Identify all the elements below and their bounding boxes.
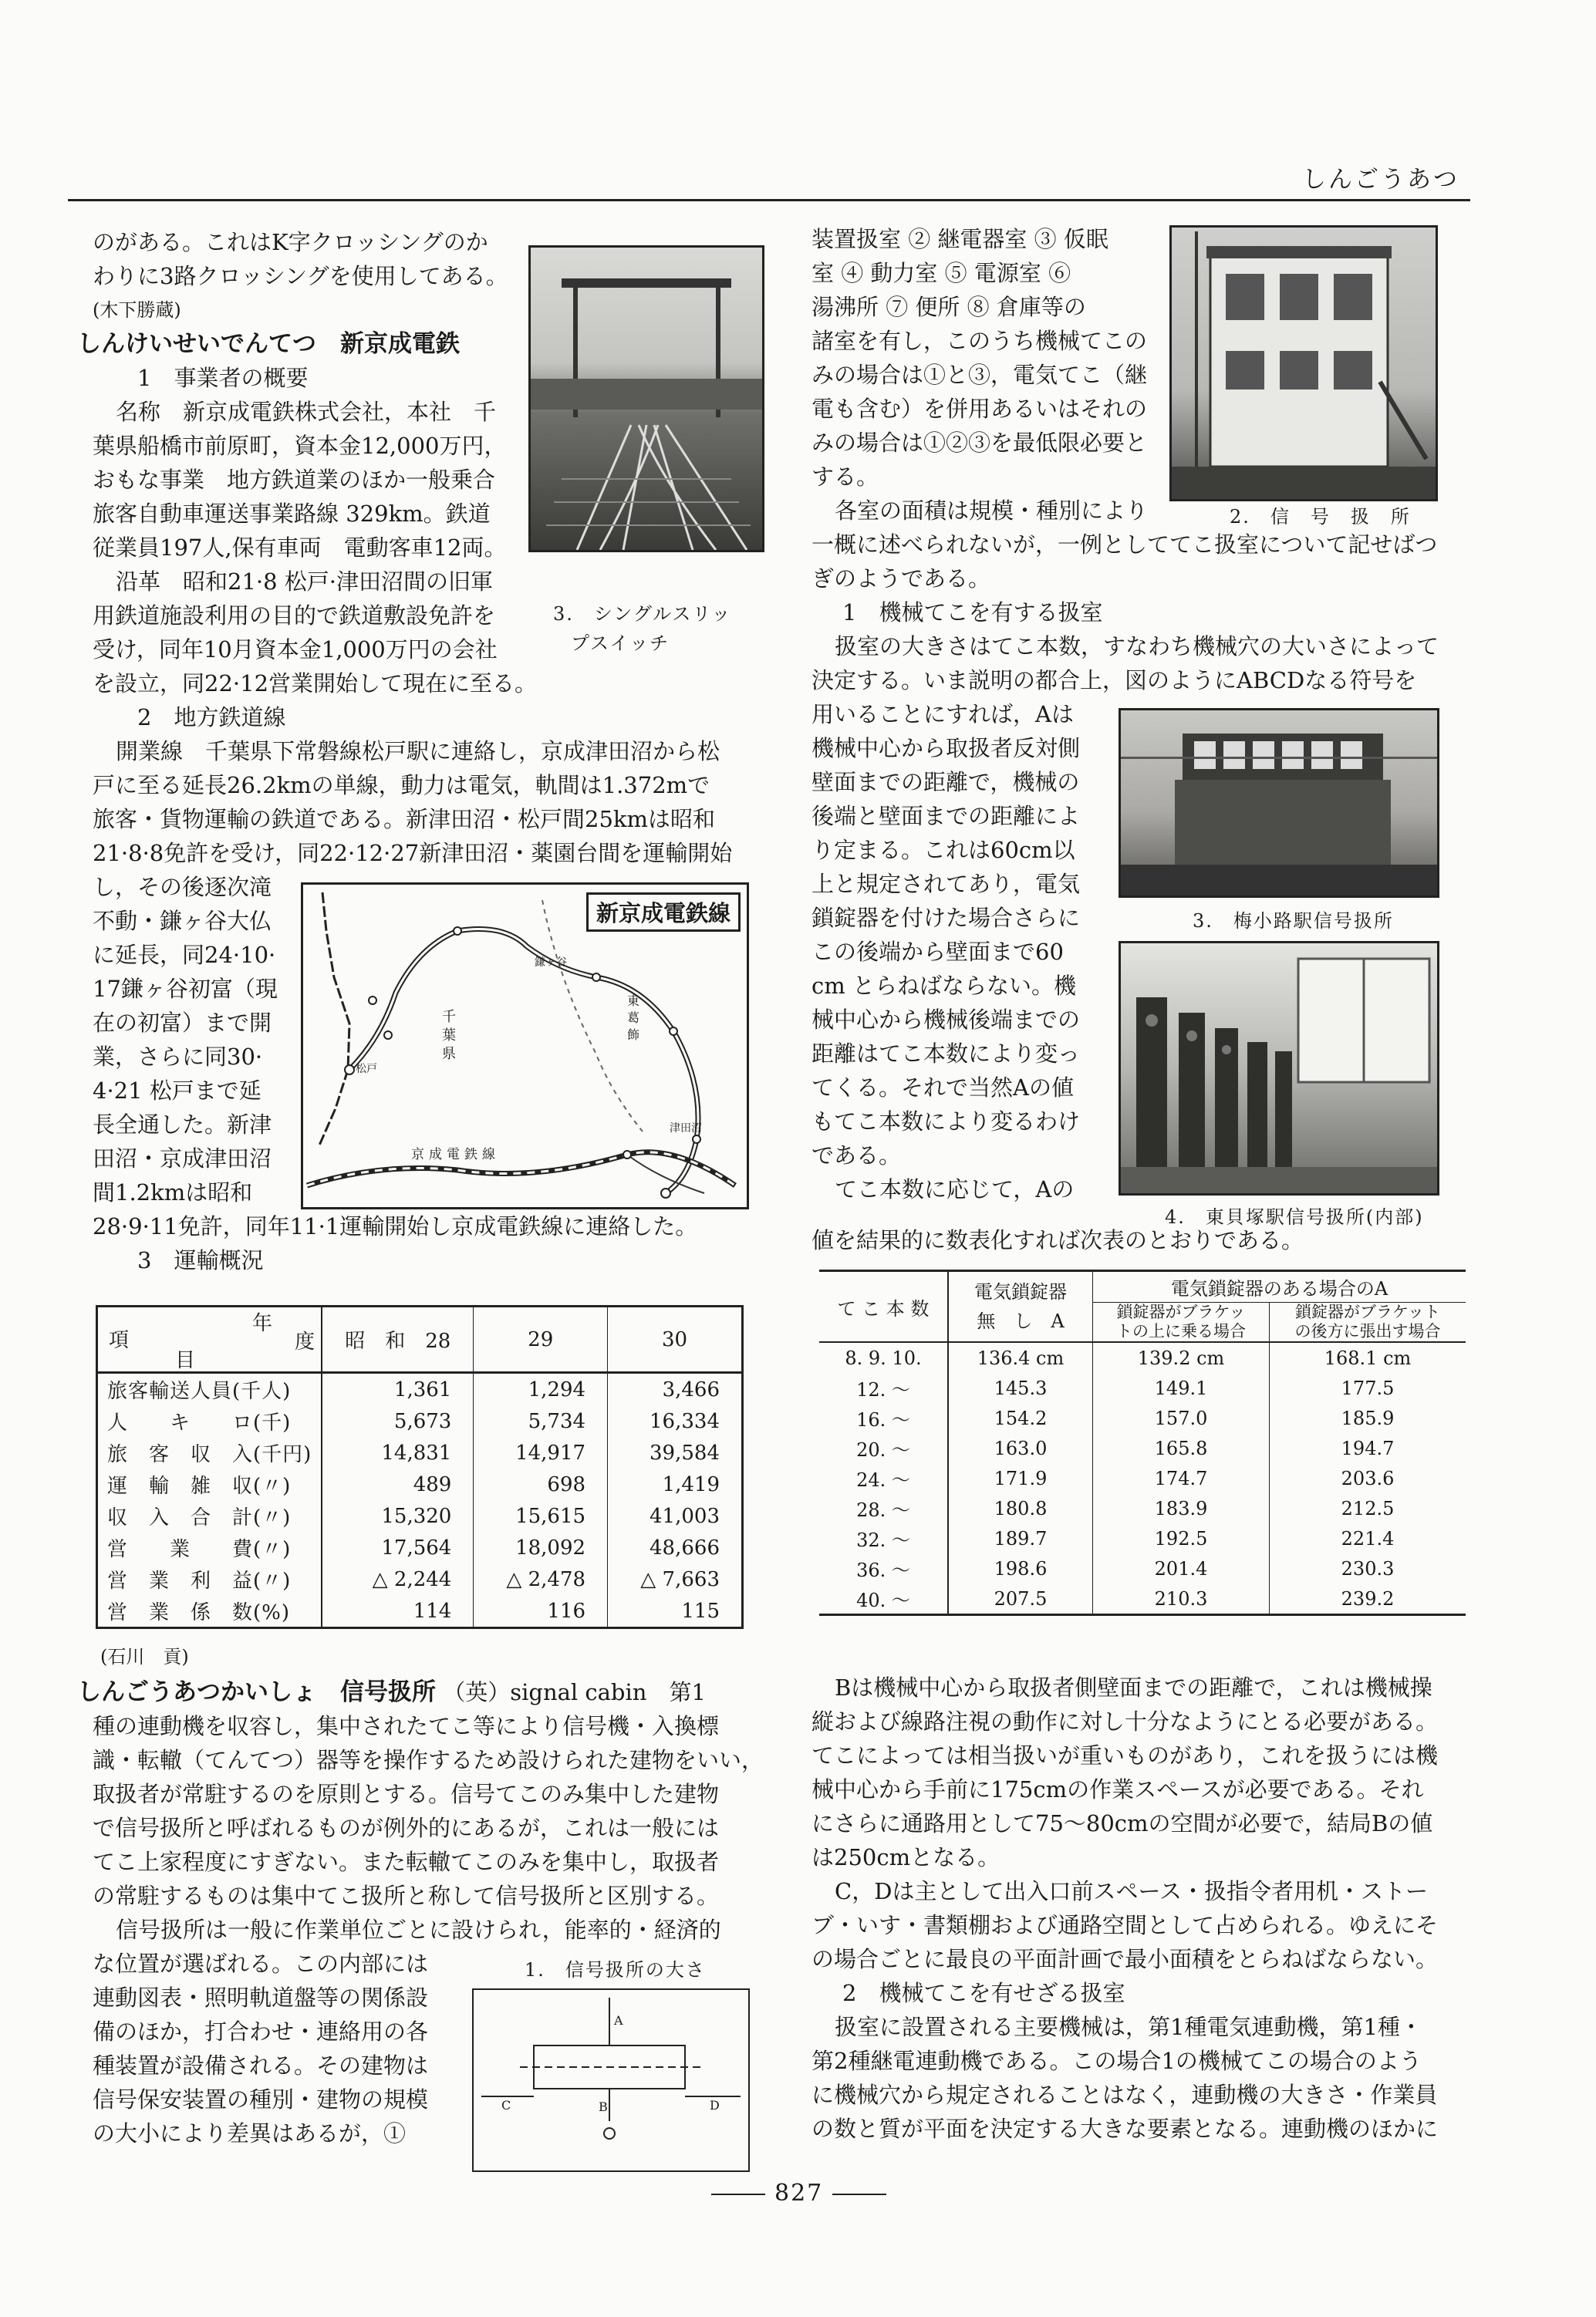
right-bottom-block bbox=[811, 1671, 1471, 2146]
table-cell: 16. ～ bbox=[819, 1403, 948, 1433]
year-header: 昭 和 28 bbox=[322, 1307, 474, 1373]
text-line: 取扱者が常駐するのを原則とする。信号てこのみ集中した建物 bbox=[93, 1781, 720, 1807]
table-corner-cell: 年 度 項 目 bbox=[97, 1307, 322, 1373]
text-line: みの場合は①と③，電気てこ（継 bbox=[811, 362, 1148, 388]
table-cell: 18,092 bbox=[474, 1532, 608, 1563]
table-cell: 239.2 bbox=[1341, 1587, 1395, 1610]
table-cell: 698 bbox=[474, 1469, 608, 1500]
map-label: 東葛飾 bbox=[627, 993, 640, 1042]
text-line: 4·21 松戸まで延 bbox=[93, 1078, 262, 1104]
running-header: しんごうあつ bbox=[1302, 166, 1459, 194]
table-cell: 185.9 bbox=[1341, 1407, 1395, 1429]
table-row bbox=[819, 1433, 1466, 1463]
table-cell: 8. 9. 10. bbox=[819, 1342, 948, 1373]
table-row bbox=[819, 1342, 1466, 1373]
table-cell: △ 7,663 bbox=[640, 1567, 720, 1591]
header-with-lock: 電気鎖錠器のある場合のA bbox=[1093, 1271, 1466, 1303]
table-cell: 180.8 bbox=[948, 1493, 1093, 1523]
header-levers: て こ 本 数 bbox=[819, 1271, 948, 1343]
text-line: 28·9·11免許，同年11·1運輸開始し京成電鉄線に連絡した。 bbox=[93, 1213, 698, 1239]
table-cell: 1,419 bbox=[662, 1472, 720, 1496]
section-title: 1 事業者の概要 bbox=[137, 365, 309, 391]
table-cell: 489 bbox=[322, 1469, 474, 1500]
text-line: 備のほか，打合わせ・連絡用の各 bbox=[93, 2019, 429, 2045]
table-cell: 32. ～ bbox=[819, 1523, 948, 1553]
text-line: の数と質が平面を決定する大きな要素となる。連動機のほかに bbox=[811, 2116, 1439, 2142]
table-cell: 194.7 bbox=[1341, 1437, 1395, 1459]
text-line: てこによっては相当扱いが重いものがあり，これを扱うには機 bbox=[811, 1742, 1439, 1769]
text-line: 信号保安装置の種別・建物の規模 bbox=[93, 2086, 429, 2113]
entry2-block bbox=[77, 1675, 771, 1709]
text-line: 械中心から機械後端までの bbox=[811, 1007, 1081, 1033]
text-line: 識・転轍（てんてつ）器等を操作するため設けられた建物をいい， bbox=[93, 1747, 764, 1773]
section-title: 2 地方鉄道線 bbox=[137, 704, 286, 730]
text-line: この後端から壁面まで60 bbox=[811, 939, 1064, 965]
figure-caption: 4. 東貝塚駅信号扱所(内部) bbox=[1165, 1206, 1424, 1228]
table-cell: 14,831 bbox=[322, 1437, 474, 1469]
dim-label-b: B bbox=[599, 2099, 608, 2114]
row-label: 営 業 利 益(〃) bbox=[97, 1563, 322, 1595]
text-line: である。 bbox=[811, 1142, 902, 1169]
transport-summary-table-wrap bbox=[96, 1305, 744, 1629]
figure-caption: プスイッチ bbox=[571, 632, 670, 654]
higashikaizuka-cabin-interior-photo bbox=[1119, 941, 1439, 1196]
text-line: の常駐するものは集中てこ扱所と称して信号扱所と区別する。 bbox=[93, 1883, 720, 1909]
text-line: 扱室に設置される主要機械は，第1種電気連動機，第1種・ bbox=[835, 2014, 1422, 2040]
section-title: 3 運輸概況 bbox=[137, 1247, 264, 1273]
table-row bbox=[819, 1373, 1466, 1403]
table-cell: 154.2 bbox=[948, 1403, 1093, 1433]
table-row bbox=[819, 1403, 1466, 1433]
table-cell: 221.4 bbox=[1341, 1527, 1395, 1550]
text-line: 距離はてこ本数により変っ bbox=[811, 1040, 1081, 1067]
transport-summary-table bbox=[96, 1305, 744, 1629]
left-block-s3 bbox=[93, 1209, 771, 1277]
entry-heading-rest: （英）signal cabin 第1 bbox=[443, 1679, 706, 1705]
text-line: ブ・いす・書類棚および通路空間として占められる。ゆえにそ bbox=[811, 1912, 1439, 1938]
table-cell: 17,564 bbox=[322, 1532, 474, 1563]
text-line: 戸に至る延長26.2kmの単線，動力は電気，軌間は1.372mで bbox=[93, 772, 710, 798]
left-block-s1-end bbox=[93, 666, 756, 870]
table-cell: 230.3 bbox=[1341, 1557, 1395, 1580]
year-header: 29 bbox=[474, 1307, 608, 1373]
text-line: 湯沸所 ⑦ 便所 ⑧ 倉庫等の bbox=[811, 294, 1086, 320]
left-top-block bbox=[77, 225, 525, 666]
table-row bbox=[819, 1493, 1466, 1523]
table-cell: 1,294 bbox=[474, 1373, 608, 1406]
header-rule bbox=[68, 199, 1470, 201]
table-cell: 12. ～ bbox=[819, 1373, 948, 1403]
table-cell: 198.6 bbox=[948, 1553, 1093, 1583]
table-cell: 15,320 bbox=[322, 1500, 474, 1532]
table-cell: 183.9 bbox=[1093, 1493, 1270, 1523]
table-cell: 114 bbox=[322, 1595, 474, 1628]
table-cell: 39,584 bbox=[650, 1441, 720, 1465]
text-line: で信号扱所と呼ばれるものが例外的にあるが，これは一般には bbox=[93, 1815, 720, 1841]
figure-caption: 1. 信号扱所の大さ bbox=[525, 1959, 706, 1981]
table-cell: 5,673 bbox=[322, 1405, 474, 1437]
left-narrow-block bbox=[93, 870, 293, 1209]
table-cell: 165.8 bbox=[1093, 1433, 1270, 1463]
umekoji-station-cabin-photo bbox=[1119, 708, 1439, 898]
table-cell: 203.6 bbox=[1341, 1467, 1395, 1489]
row-label: 運 輸 雑 収(〃) bbox=[97, 1469, 322, 1500]
row-label: 収 入 合 計(〃) bbox=[97, 1500, 322, 1532]
text-line: の場合ごとに最良の平面計画で最小面積をとらねばならない。 bbox=[811, 1946, 1439, 1972]
text-line: おもな事業 地方鉄道業のほか一般乗合 bbox=[93, 467, 496, 493]
text-line: 電も含む）を併用あるいはそれの bbox=[811, 396, 1148, 422]
text-line: 決定する。いま説明の都合上，図のようにABCDなる符号を bbox=[811, 667, 1417, 693]
table-cell: 168.1 cm bbox=[1324, 1347, 1412, 1369]
table-cell: 41,003 bbox=[650, 1504, 720, 1528]
table-cell: 201.4 bbox=[1093, 1553, 1270, 1583]
table-cell: 3,466 bbox=[662, 1378, 720, 1401]
table-cell: △ 2,244 bbox=[322, 1563, 474, 1595]
text-line: のがある。これはK字クロッシングのか bbox=[93, 229, 488, 255]
header-lock-on-bracket: 鎖錠器がブラケッ トの上に乗る場合 bbox=[1093, 1303, 1270, 1343]
text-line: わりに3路クロッシングを使用してある。 bbox=[93, 263, 508, 289]
map-label: 京成電鉄線 bbox=[411, 1147, 500, 1162]
map-label: 津田沼 bbox=[670, 1122, 702, 1135]
author-credit: (木下勝蔵) bbox=[93, 299, 181, 321]
text-line: 後端と壁面までの距離によ bbox=[811, 803, 1081, 829]
text-line: 受け，同年10月資本金1,000万円の会社 bbox=[93, 636, 498, 663]
entry2-narrow bbox=[93, 1947, 463, 2150]
table-cell: 149.1 bbox=[1093, 1373, 1270, 1403]
text-line: 械中心から手前に175cmの作業スペースが必要である。それ bbox=[811, 1776, 1424, 1803]
page-number: 827 bbox=[702, 2180, 896, 2207]
table-row bbox=[97, 1595, 743, 1628]
text-line: 旅客・貨物運輸の鉄道である。新津田沼・松戸間25kmは昭和 bbox=[93, 806, 715, 832]
text-line: 在の初富）まで開 bbox=[93, 1010, 272, 1036]
right-narrow-block bbox=[811, 697, 1097, 1206]
entry-heading: しんけいせいでんてつ 新京成電鉄 bbox=[77, 330, 460, 358]
text-line: 21·8·8免許を受け，同22·12·27新津田沼・薬園台間を運輸開始 bbox=[93, 840, 733, 866]
text-line: 壁面までの距離で，機械の bbox=[811, 769, 1080, 795]
table-row bbox=[97, 1469, 743, 1500]
text-line: 不動・鎌ヶ谷大仏 bbox=[93, 908, 272, 934]
text-line: 種装置が設備される。その建物は bbox=[93, 2052, 429, 2079]
table-row bbox=[819, 1553, 1466, 1583]
dim-label-d: D bbox=[710, 2098, 720, 2113]
table-cell: 15,615 bbox=[474, 1500, 608, 1532]
text-line: ぎのようである。 bbox=[811, 565, 991, 592]
table-cell: 136.4 cm bbox=[948, 1342, 1093, 1373]
table-cell: 174.7 bbox=[1093, 1463, 1270, 1493]
signal-cabin-photo bbox=[1169, 225, 1438, 501]
text-line: にさらに通路用として75～80cmの空間が必要で，結局Bの値 bbox=[811, 1810, 1433, 1836]
table-cell: 192.5 bbox=[1093, 1523, 1270, 1553]
table-cell: 1,361 bbox=[322, 1373, 474, 1406]
text-line: 第2種継電連動機である。この場合1の機械てこの場合のよう bbox=[811, 2048, 1422, 2074]
table-cell: 212.5 bbox=[1341, 1497, 1395, 1519]
text-line: 上と規定されてあり，電気 bbox=[811, 871, 1081, 897]
table-row bbox=[819, 1463, 1466, 1493]
table-cell: 139.2 cm bbox=[1093, 1342, 1270, 1373]
row-label: 旅 客 収 入(千円) bbox=[97, 1437, 322, 1469]
figure-caption: 3. シングルスリッ bbox=[553, 603, 732, 625]
section-title: 1 機械てこを有する扱室 bbox=[842, 599, 1103, 626]
table-row bbox=[819, 1583, 1466, 1615]
text-line: 用いることにすれば，Aは bbox=[811, 701, 1074, 727]
text-line: 鎖錠器を付けた場合さらに bbox=[811, 905, 1081, 931]
row-label: 営 業 係 数(%) bbox=[97, 1595, 322, 1628]
table-cell: 24. ～ bbox=[819, 1463, 948, 1493]
text-line: 諸室を有し，このうち機械てこの bbox=[811, 328, 1148, 354]
text-line: 種の連動機を収容し，集中されたてこ等により信号機・入換標 bbox=[93, 1713, 720, 1739]
text-line: 信号扱所は一般に作業単位ごとに設けられ，能率的・経済的 bbox=[116, 1917, 721, 1943]
figure-caption: 3. 梅小路駅信号扱所 bbox=[1193, 910, 1394, 932]
text-line: する。 bbox=[811, 464, 879, 490]
map-label: 千葉県 bbox=[442, 1009, 456, 1062]
table-cell: 48,666 bbox=[650, 1536, 720, 1560]
table-row bbox=[97, 1405, 743, 1437]
right-block-after-photos bbox=[811, 1223, 1467, 1257]
table-row bbox=[97, 1532, 743, 1563]
text-line: 値を結果的に数表化すれば次表のとおりである。 bbox=[811, 1227, 1304, 1253]
table-cell: 189.7 bbox=[948, 1523, 1093, 1553]
single-slip-switch-photo bbox=[528, 245, 764, 552]
table-cell: 145.3 bbox=[948, 1373, 1093, 1403]
table-cell: 157.0 bbox=[1093, 1403, 1270, 1433]
entry2-body bbox=[93, 1709, 771, 1947]
text-line: を設立，同22·12営業開始して現在に至る。 bbox=[93, 670, 538, 696]
map-label: 鎌ヶ谷 bbox=[535, 956, 567, 969]
text-line: てこ上家程度にすぎない。また転轍てこのみを集中し，取扱者 bbox=[93, 1849, 720, 1875]
text-line: し，その後逐次滝 bbox=[93, 874, 272, 900]
table-cell: 171.9 bbox=[948, 1463, 1093, 1493]
text-line: 用鉄道施設利用の目的で鉄道敷設免許を bbox=[93, 602, 496, 629]
text-line: に機械穴から規定されることはなく，連動機の大きさ・作業員 bbox=[811, 2082, 1438, 2108]
text-line: 連動図表・照明軌道盤等の関係設 bbox=[93, 1985, 429, 2011]
header-lock-behind-bracket: 鎖錠器がブラケット の後方に張出す場合 bbox=[1270, 1303, 1466, 1343]
table-cell: 40. ～ bbox=[819, 1583, 948, 1615]
text-line: 間1.2kmは昭和 bbox=[93, 1179, 253, 1206]
table-cell: 207.5 bbox=[948, 1583, 1093, 1615]
text-line: 扱室の大きさはてこ本数，すなわち機械穴の大いさによって bbox=[835, 633, 1439, 659]
lever-count-table-wrap bbox=[819, 1270, 1466, 1616]
table-row bbox=[97, 1437, 743, 1469]
text-line: 従業員197人,保有車両 電動客車12両。 bbox=[93, 535, 507, 561]
text-line: 旅客自動車運送事業路線 329km。鉄道 bbox=[93, 501, 491, 527]
map-label: 松戸 bbox=[356, 1063, 377, 1075]
section-title: 2 機械てこを有せざる扱室 bbox=[842, 1980, 1125, 2006]
table-cell: △ 2,478 bbox=[474, 1563, 608, 1595]
text-line: もてこ本数により変るわけ bbox=[811, 1108, 1081, 1135]
text-line: 縦および線路注視の動作に対し十分なようにとる必要がある。 bbox=[811, 1708, 1439, 1735]
table-cell: 115 bbox=[681, 1599, 720, 1623]
row-label: 人 キ ロ(千) bbox=[97, 1405, 322, 1437]
text-line: 沿革 昭和21·8 松戸·津田沼間の旧軍 bbox=[116, 568, 494, 595]
table-cell: 36. ～ bbox=[819, 1553, 948, 1583]
text-line: 開業線 千葉県下常磐線松戸駅に連絡し，京成津田沼から松 bbox=[116, 738, 720, 764]
table-cell: 177.5 bbox=[1341, 1377, 1395, 1399]
row-label: 営 業 費(〃) bbox=[97, 1532, 322, 1563]
text-line: 17鎌ヶ谷初富（現 bbox=[93, 976, 278, 1002]
text-line: 葉県船橋市前原町，資本金12,000万円， bbox=[93, 433, 507, 459]
row-label: 旅客輸送人員(千人) bbox=[97, 1373, 322, 1406]
shinkeisei-line-map bbox=[301, 882, 749, 1209]
table-row bbox=[97, 1373, 743, 1406]
table-cell: 116 bbox=[474, 1595, 608, 1628]
text-line: Bは機械中心から取扱者側壁面までの距離で，これは機械操 bbox=[835, 1675, 1432, 1701]
text-line: は250cmとなる。 bbox=[811, 1844, 1000, 1870]
table-cell: 163.0 bbox=[948, 1433, 1093, 1463]
text-line: 機械中心から取扱者反対側 bbox=[811, 735, 1081, 761]
right-top-narrow bbox=[811, 222, 1162, 528]
table-row bbox=[819, 1523, 1466, 1553]
text-line: 長全通した。新津 bbox=[93, 1111, 272, 1138]
text-line: 田沼・京成津田沼 bbox=[93, 1145, 272, 1172]
text-line: 業，さらに同30· bbox=[93, 1044, 263, 1070]
text-line: cm とらねばならない。機 bbox=[811, 973, 1076, 999]
text-line: に延長，同24·10· bbox=[93, 942, 276, 968]
right-block-2 bbox=[811, 528, 1467, 697]
year-header: 30 bbox=[661, 1327, 688, 1351]
table-row bbox=[97, 1563, 743, 1595]
text-line: な位置が選ばれる。この内部には bbox=[93, 1951, 429, 1977]
table-cell: 5,734 bbox=[474, 1405, 608, 1437]
table-cell: 14,917 bbox=[474, 1437, 608, 1469]
cabin-size-diagram bbox=[472, 1988, 750, 2172]
text-line: てくる。それで当然Aの値 bbox=[811, 1074, 1074, 1101]
text-line: 一概に述べられないが，一例としててこ扱室について記せばつ bbox=[811, 531, 1438, 558]
table-cell: 16,334 bbox=[650, 1409, 720, 1433]
text-line: みの場合は①②③を最低限必要と bbox=[811, 430, 1148, 456]
dim-label-a: A bbox=[614, 2013, 623, 2028]
table-cell: 210.3 bbox=[1093, 1583, 1270, 1615]
text-line: の大小により差異はあるが，① bbox=[93, 2120, 407, 2147]
map-title: 新京成電鉄線 bbox=[586, 892, 741, 932]
text-line: り定まる。これは60cm以 bbox=[811, 837, 1075, 863]
entry-heading: しんごうあつかいしょ 信号扱所 bbox=[77, 1678, 436, 1706]
text-line: C，Dは主として出入口前スペース・扱指令者用机・ストー bbox=[835, 1878, 1428, 1904]
text-line: 室 ④ 動力室 ⑤ 電源室 ⑥ bbox=[811, 260, 1071, 286]
text-line: 各室の面積は規模・種別により bbox=[835, 497, 1149, 524]
table-cell: 20. ～ bbox=[819, 1433, 948, 1463]
lever-count-table bbox=[819, 1270, 1466, 1616]
table-cell: 28. ～ bbox=[819, 1493, 948, 1523]
dim-label-c: C bbox=[501, 2098, 511, 2113]
figure-caption: 2. 信 号 扱 所 bbox=[1230, 506, 1411, 528]
author-credit: (石川 貢) bbox=[100, 1646, 189, 1668]
table-row bbox=[97, 1500, 743, 1532]
text-line: 名称 新京成電鉄株式会社，本社 千 bbox=[116, 399, 497, 425]
text-line: 装置扱室 ② 継電器室 ③ 仮眠 bbox=[811, 226, 1108, 252]
text-line: てこ本数に応じて，Aの bbox=[835, 1176, 1075, 1202]
header-no-lock: 電気鎖錠器 無 し A bbox=[948, 1271, 1093, 1343]
